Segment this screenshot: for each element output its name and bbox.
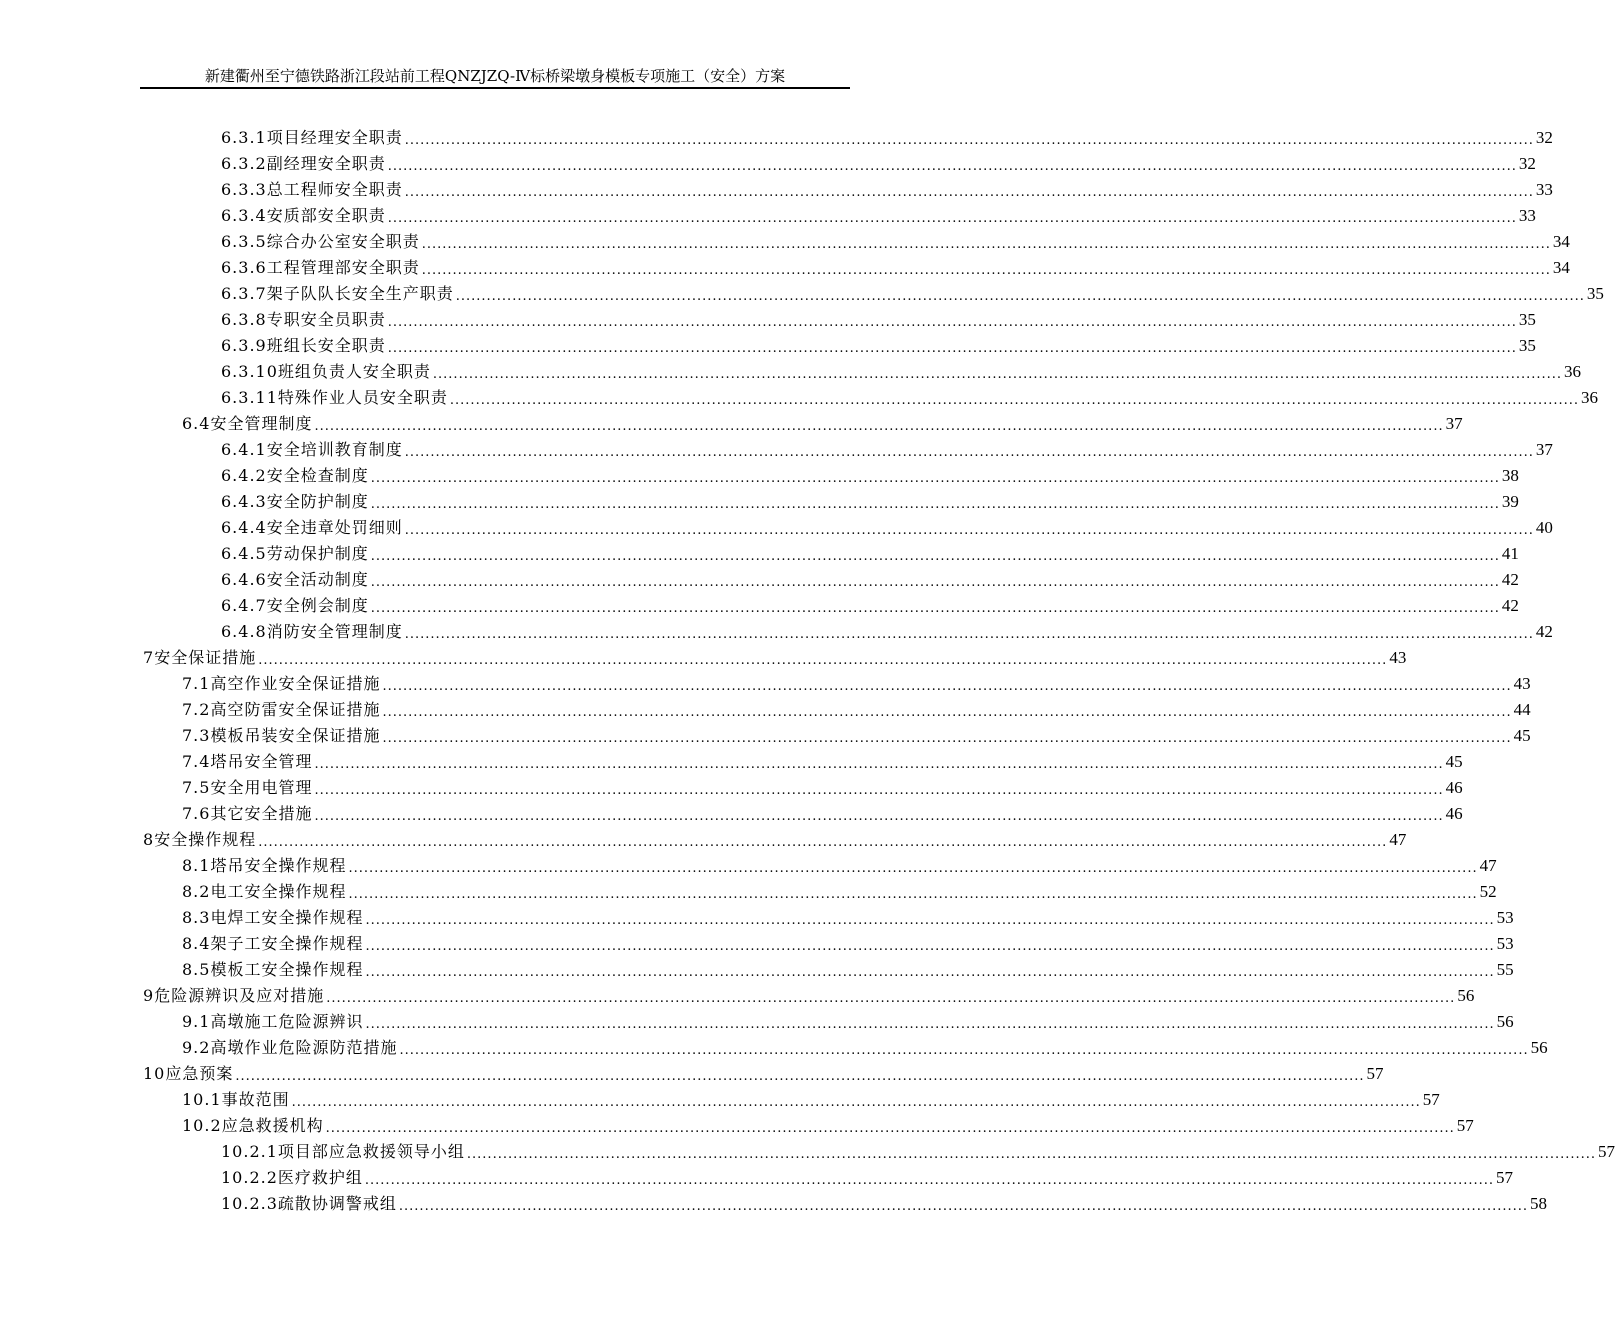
toc-dot-leader: ............................................................................................................................................................................................................................ (364, 1173, 1495, 1188)
toc-entry-number: 6.3.10 (221, 362, 278, 381)
toc-entry-page-number: 38 (1501, 466, 1519, 485)
toc-entry-title: 架子工安全操作规程 (210, 934, 364, 953)
toc-entry-number: 6.3.8 (221, 310, 267, 329)
toc-dot-leader: ............................................................................................................................................................................................................................ (365, 1017, 1495, 1032)
toc-dot-leader: ............................................................................................................................................................................................................................ (326, 991, 1456, 1006)
toc-dot-leader: ............................................................................................................................................................................................................................ (449, 393, 1580, 408)
toc-dot-leader: ............................................................................................................................................................................................................................ (258, 835, 1388, 850)
toc-entry[interactable] (0, 125, 1553, 151)
toc-entry-page-number: 42 (1501, 596, 1519, 615)
toc-dot-leader: ............................................................................................................................................................................................................................ (421, 263, 1551, 278)
toc-entry-title: 安全保证措施 (154, 648, 257, 667)
toc-entry[interactable] (0, 1113, 1474, 1139)
toc-entry-number: 10.2 (182, 1116, 222, 1135)
toc-entry-title: 专职安全员职责 (266, 310, 386, 329)
toc-entry-page-number: 58 (1530, 1194, 1548, 1213)
toc-entry[interactable] (0, 203, 1536, 229)
toc-entry[interactable] (0, 1035, 1548, 1061)
toc-entry-title: 模板吊装安全保证措施 (210, 726, 381, 745)
toc-entry[interactable] (0, 905, 1514, 931)
toc-entry-page-number: 53 (1496, 908, 1514, 927)
toc-entry-number: 6.3.3 (221, 180, 267, 199)
toc-entry-page-number: 57 (1496, 1168, 1514, 1187)
toc-entry[interactable] (0, 645, 1407, 671)
toc-entry-title: 班组长安全职责 (266, 336, 386, 355)
toc-dot-leader: ............................................................................................................................................................................................................................ (370, 497, 1500, 512)
toc-entry[interactable] (0, 1061, 1384, 1087)
toc-dot-leader: ............................................................................................................................................................................................................................ (258, 653, 1388, 668)
toc-dot-leader: ............................................................................................................................................................................................................................ (325, 1121, 1455, 1136)
toc-entry-page-number: 40 (1535, 518, 1553, 537)
toc-entry[interactable] (0, 515, 1553, 541)
toc-dot-leader: ............................................................................................................................................................................................................................ (370, 471, 1500, 486)
toc-dot-leader: ............................................................................................................................................................................................................................ (314, 757, 1444, 772)
toc-entry-number: 10.1 (182, 1090, 222, 1109)
toc-entry-title: 事故范围 (221, 1090, 290, 1109)
toc-entry[interactable] (0, 879, 1497, 905)
toc-entry[interactable] (0, 853, 1497, 879)
toc-entry-title: 疏散协调警戒组 (277, 1194, 397, 1213)
toc-entry-page-number: 42 (1501, 570, 1519, 589)
toc-entry-number: 6.4 (182, 414, 211, 433)
toc-entry[interactable] (0, 411, 1463, 437)
toc-entry-number: 6.4.8 (221, 622, 267, 641)
toc-dot-leader: ............................................................................................................................................................................................................................ (291, 1095, 1421, 1110)
toc-entry-title: 高空作业安全保证措施 (210, 674, 381, 693)
toc-entry[interactable] (0, 775, 1463, 801)
toc-entry-number: 10 (143, 1064, 166, 1083)
toc-dot-leader: ............................................................................................................................................................................................................................ (314, 783, 1444, 798)
toc-entry-page-number: 56 (1530, 1038, 1548, 1057)
toc-entry[interactable] (0, 1165, 1514, 1191)
toc-entry-page-number: 52 (1479, 882, 1497, 901)
toc-entry[interactable] (0, 671, 1531, 697)
toc-dot-leader: ............................................................................................................................................................................................................................ (404, 523, 1534, 538)
toc-entry-page-number: 56 (1496, 1012, 1514, 1031)
toc-entry[interactable] (0, 229, 1570, 255)
toc-entry-page-number: 47 (1389, 830, 1407, 849)
toc-dot-leader: ............................................................................................................................................................................................................................ (466, 1147, 1597, 1162)
toc-entry-page-number: 35 (1518, 336, 1536, 355)
toc-entry-number: 6.4.5 (221, 544, 267, 563)
toc-dot-leader: ............................................................................................................................................................................................................................ (314, 809, 1444, 824)
toc-entry-number: 6.3.2 (221, 154, 267, 173)
toc-entry-page-number: 34 (1552, 258, 1570, 277)
toc-entry-page-number: 53 (1496, 934, 1514, 953)
toc-entry[interactable] (0, 801, 1463, 827)
toc-entry-title: 模板工安全操作规程 (210, 960, 364, 979)
toc-entry-title: 电工安全操作规程 (210, 882, 347, 901)
toc-entry-number: 8.3 (182, 908, 211, 927)
toc-dot-leader: ............................................................................................................................................................................................................................ (404, 627, 1534, 642)
toc-entry-title: 安全检查制度 (266, 466, 369, 485)
toc-entry-page-number: 57 (1598, 1142, 1615, 1161)
toc-entry-page-number: 35 (1586, 284, 1604, 303)
toc-entry[interactable] (0, 619, 1553, 645)
toc-entry-title: 副经理安全职责 (266, 154, 386, 173)
toc-entry-title: 安全活动制度 (266, 570, 369, 589)
toc-entry-title: 安全培训教育制度 (266, 440, 403, 459)
toc-entry-page-number: 37 (1445, 414, 1463, 433)
toc-entry-number: 6.3.1 (221, 128, 267, 147)
toc-entry-number: 6.3.11 (221, 388, 278, 407)
toc-entry[interactable] (0, 177, 1553, 203)
toc-entry-page-number: 57 (1366, 1064, 1384, 1083)
toc-dot-leader: ............................................................................................................................................................................................................................ (365, 913, 1495, 928)
toc-entry[interactable] (0, 1139, 1615, 1165)
toc-entry-page-number: 47 (1479, 856, 1497, 875)
toc-entry[interactable] (0, 1087, 1440, 1113)
toc-entry[interactable] (0, 827, 1407, 853)
toc-entry[interactable] (0, 1191, 1548, 1217)
toc-entry[interactable] (0, 697, 1531, 723)
toc-dot-leader: ............................................................................................................................................................................................................................ (387, 211, 1517, 226)
toc-entry-page-number: 32 (1535, 128, 1553, 147)
toc-entry-title: 应急救援机构 (221, 1116, 324, 1135)
toc-entry-title: 架子队队长安全生产职责 (266, 284, 454, 303)
toc-entry[interactable] (0, 957, 1514, 983)
toc-entry-title: 电焊工安全操作规程 (210, 908, 364, 927)
toc-entry[interactable] (0, 983, 1475, 1009)
toc-entry-number: 7.4 (182, 752, 211, 771)
toc-entry-number: 7.6 (182, 804, 211, 823)
toc-entry[interactable] (0, 463, 1519, 489)
toc-entry-title: 消防安全管理制度 (266, 622, 403, 641)
toc-entry-title: 高墩作业危险源防范措施 (210, 1038, 398, 1057)
toc-entry-title: 高空防雷安全保证措施 (210, 700, 381, 719)
toc-entry[interactable] (0, 281, 1604, 307)
toc-entry-title: 特殊作业人员安全职责 (277, 388, 448, 407)
toc-entry-page-number: 36 (1564, 362, 1582, 381)
table-of-contents (0, 125, 1615, 1217)
toc-entry[interactable] (0, 489, 1519, 515)
toc-entry-page-number: 45 (1513, 726, 1531, 745)
toc-entry-number: 6.3.5 (221, 232, 267, 251)
toc-entry-number: 6.4.3 (221, 492, 267, 511)
toc-entry-number: 8.1 (182, 856, 211, 875)
toc-entry[interactable] (0, 307, 1536, 333)
toc-entry-number: 7.1 (182, 674, 211, 693)
toc-dot-leader: ............................................................................................................................................................................................................................ (432, 367, 1563, 382)
toc-entry[interactable] (0, 931, 1514, 957)
header-rule (140, 87, 850, 89)
toc-entry-page-number: 55 (1496, 960, 1514, 979)
toc-entry-page-number: 33 (1535, 180, 1553, 199)
toc-entry[interactable] (0, 437, 1553, 463)
toc-entry-number: 10.2.2 (221, 1168, 278, 1187)
toc-entry-title: 医疗救护组 (277, 1168, 363, 1187)
toc-entry-number: 6.4.7 (221, 596, 267, 615)
toc-dot-leader: ............................................................................................................................................................................................................................ (348, 861, 1478, 876)
toc-entry-number: 7 (143, 648, 155, 667)
toc-entry-number: 6.4.4 (221, 518, 267, 537)
toc-entry[interactable] (0, 255, 1570, 281)
toc-entry-number: 6.3.7 (221, 284, 267, 303)
toc-entry-number: 9.2 (182, 1038, 211, 1057)
toc-dot-leader: ............................................................................................................................................................................................................................ (348, 887, 1478, 902)
toc-entry-page-number: 34 (1552, 232, 1570, 251)
toc-entry-title: 班组负责人安全职责 (277, 362, 431, 381)
toc-entry[interactable] (0, 1009, 1514, 1035)
toc-entry-number: 6.4.2 (221, 466, 267, 485)
toc-dot-leader: ............................................................................................................................................................................................................................ (404, 133, 1534, 148)
toc-entry-title: 其它安全措施 (210, 804, 313, 823)
toc-entry-title: 项目部应急救援领导小组 (277, 1142, 465, 1161)
toc-entry-title: 工程管理部安全职责 (266, 258, 420, 277)
toc-entry[interactable] (0, 333, 1536, 359)
toc-entry-number: 10.2.3 (221, 1194, 278, 1213)
toc-entry-title: 安全例会制度 (266, 596, 369, 615)
toc-entry-title: 安全违章处罚细则 (266, 518, 403, 537)
toc-entry-number: 7.3 (182, 726, 211, 745)
toc-entry-number: 7.2 (182, 700, 211, 719)
toc-entry-title: 塔吊安全操作规程 (210, 856, 347, 875)
toc-dot-leader: ............................................................................................................................................................................................................................ (365, 965, 1495, 980)
toc-entry-page-number: 42 (1535, 622, 1553, 641)
page-header: 新建衢州至宁德铁路浙江段站前工程QNZJZQ-Ⅳ标桥梁墩身模板专项施工（安全）方案 (204, 67, 786, 85)
toc-entry-title: 安全防护制度 (266, 492, 369, 511)
toc-entry-page-number: 56 (1457, 986, 1475, 1005)
toc-entry-page-number: 43 (1389, 648, 1407, 667)
toc-dot-leader: ............................................................................................................................................................................................................................ (370, 601, 1500, 616)
toc-dot-leader: ............................................................................................................................................................................................................................ (370, 549, 1500, 564)
toc-dot-leader: ............................................................................................................................................................................................................................ (387, 315, 1517, 330)
toc-entry-title: 安全用电管理 (210, 778, 313, 797)
toc-entry-title: 应急预案 (165, 1064, 234, 1083)
toc-entry-title: 危险源辨识及应对措施 (154, 986, 325, 1005)
toc-dot-leader: ............................................................................................................................................................................................................................ (387, 341, 1517, 356)
toc-dot-leader: ............................................................................................................................................................................................................................ (398, 1199, 1529, 1214)
toc-entry-number: 9 (143, 986, 155, 1005)
toc-entry-number: 10.2.1 (221, 1142, 278, 1161)
toc-entry-number: 6.3.9 (221, 336, 267, 355)
toc-entry[interactable] (0, 723, 1531, 749)
toc-entry-page-number: 36 (1581, 388, 1599, 407)
toc-entry[interactable] (0, 593, 1519, 619)
toc-entry-number: 6.4.1 (221, 440, 267, 459)
toc-entry-title: 总工程师安全职责 (266, 180, 403, 199)
toc-entry-title: 塔吊安全管理 (210, 752, 313, 771)
toc-dot-leader: ............................................................................................................................................................................................................................ (370, 575, 1500, 590)
toc-dot-leader: ............................................................................................................................................................................................................................ (382, 705, 1512, 720)
toc-entry-page-number: 44 (1513, 700, 1531, 719)
toc-dot-leader: ............................................................................................................................................................................................................................ (455, 289, 1585, 304)
toc-dot-leader: ............................................................................................................................................................................................................................ (399, 1043, 1529, 1058)
toc-entry-page-number: 33 (1518, 206, 1536, 225)
toc-entry[interactable] (0, 749, 1463, 775)
toc-entry-page-number: 35 (1518, 310, 1536, 329)
toc-dot-leader: ............................................................................................................................................................................................................................ (314, 419, 1444, 434)
toc-entry[interactable] (0, 385, 1599, 411)
toc-entry-title: 安全操作规程 (154, 830, 257, 849)
toc-entry-number: 6.3.4 (221, 206, 267, 225)
toc-entry-page-number: 43 (1513, 674, 1531, 693)
toc-entry-number: 8.5 (182, 960, 211, 979)
toc-dot-leader: ............................................................................................................................................................................................................................ (421, 237, 1551, 252)
toc-dot-leader: ............................................................................................................................................................................................................................ (365, 939, 1495, 954)
toc-entry[interactable] (0, 567, 1519, 593)
toc-entry-page-number: 41 (1501, 544, 1519, 563)
toc-entry[interactable] (0, 151, 1536, 177)
toc-entry-title: 项目经理安全职责 (266, 128, 403, 147)
toc-entry[interactable] (0, 541, 1519, 567)
toc-entry-title: 劳动保护制度 (266, 544, 369, 563)
toc-entry-number: 8.4 (182, 934, 211, 953)
toc-entry-title: 综合办公室安全职责 (266, 232, 420, 251)
toc-entry-page-number: 46 (1445, 778, 1463, 797)
toc-dot-leader: ............................................................................................................................................................................................................................ (382, 679, 1512, 694)
toc-entry-number: 6.3.6 (221, 258, 267, 277)
toc-entry-number: 8.2 (182, 882, 211, 901)
toc-entry-page-number: 46 (1445, 804, 1463, 823)
toc-entry-page-number: 39 (1501, 492, 1519, 511)
toc-entry-number: 9.1 (182, 1012, 211, 1031)
toc-entry-number: 8 (143, 830, 155, 849)
toc-entry-page-number: 57 (1422, 1090, 1440, 1109)
toc-entry-page-number: 32 (1518, 154, 1536, 173)
toc-dot-leader: ............................................................................................................................................................................................................................ (404, 185, 1534, 200)
toc-dot-leader: ............................................................................................................................................................................................................................ (387, 159, 1517, 174)
toc-entry-page-number: 45 (1445, 752, 1463, 771)
toc-entry-number: 7.5 (182, 778, 211, 797)
toc-dot-leader: ............................................................................................................................................................................................................................ (404, 445, 1534, 460)
toc-entry-number: 6.4.6 (221, 570, 267, 589)
toc-entry-page-number: 37 (1535, 440, 1553, 459)
toc-entry-page-number: 57 (1456, 1116, 1474, 1135)
toc-dot-leader: ............................................................................................................................................................................................................................ (235, 1069, 1365, 1084)
toc-entry[interactable] (0, 359, 1582, 385)
toc-dot-leader: ............................................................................................................................................................................................................................ (382, 731, 1512, 746)
toc-entry-title: 安全管理制度 (210, 414, 313, 433)
toc-entry-title: 高墩施工危险源辨识 (210, 1012, 364, 1031)
toc-entry-title: 安质部安全职责 (266, 206, 386, 225)
